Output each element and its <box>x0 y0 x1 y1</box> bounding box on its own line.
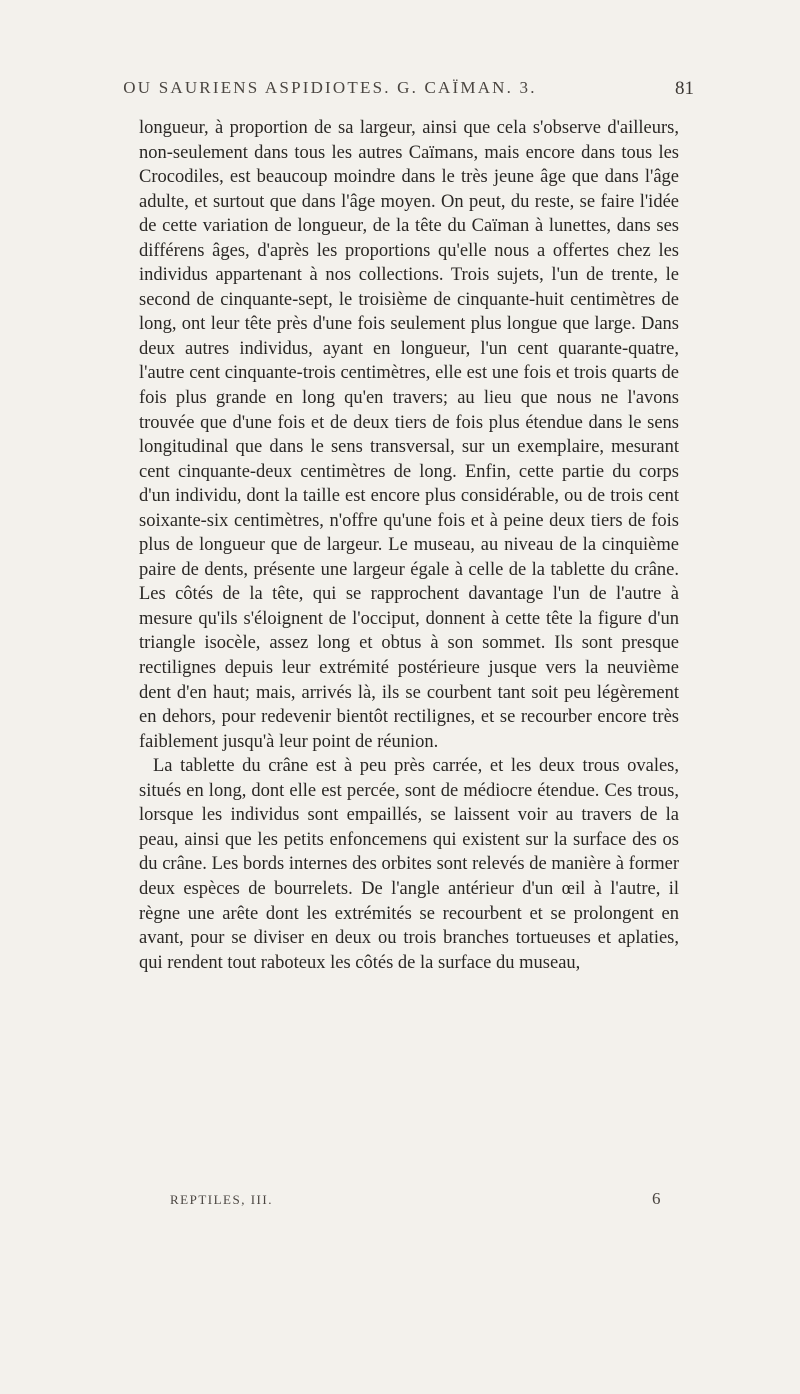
signature-line: REPTILES, III. <box>170 1192 273 1207</box>
page-number: 81 <box>675 78 694 99</box>
page-footer <box>0 1189 800 1214</box>
paragraph-2: La tablette du crâne est à peu près carrée, et les deux trous ovales, situés en long, dont elle est percée, sont de médiocre étendue. Ces trous, lorsque les individus sont empaillés, se laissent voir au travers de la peau, ainsi que les petits enfoncemens qui existent sur la surface des os du crâne. Les bords internes des orbites sont relevés de manière à former deux espèces de bourrelets. De l'angle antérieur d'un œil à l'autre, il règne une arête dont les extrémités se recourbent et se prolongent en avant, pour se diviser en deux ou trois branches tortueuses et aplaties, qui rendent tout raboteux les côtés de la surface du museau, <box>139 756 679 973</box>
signature-mark: 6 <box>652 1189 661 1208</box>
body-text <box>139 116 679 975</box>
running-title: OU SAURIENS ASPIDIOTES. G. CAÏMAN. 3. <box>123 78 537 97</box>
running-head <box>0 78 800 108</box>
paragraph-1: longueur, à proportion de sa largeur, ainsi que cela s'observe d'ailleurs, non-seulement dans tous les autres Caïmans, mais encore dans tous les Crocodiles, est beaucoup moindre dans le très jeune âge que dans l'âge adulte, et surtout que dans l'âge moyen. On peut, du reste, se faire l'idée de cette variation de longueur, de la tête du Caïman à lunettes, dans ses différens âges, d'après les proportions qu'elle nous a offertes chez les individus appartenant à nos collections. Trois sujets, l'un de trente, le second de cinquante-sept, le troisième de cinquante-huit centimètres de long, ont leur tête près d'une fois seulement plus longue que large. Dans deux autres individus, ayant en longueur, l'un cent quarante-quatre, l'autre cent cinquante-trois centimètres, elle est une fois et trois quarts de fois plus grande en long qu'en travers; au lieu que nous ne l'avons trouvée que d'une fois et de deux tiers de fois plus étendue dans le sens longitudinal que dans le sens transversal, sur un exemplaire, mesurant cent cinquante-deux centimètres de long. Enfin, cette partie du corps d'un individu, dont la taille est encore plus considérable, ou de trois cent soixante-six centimètres, n'offre qu'une fois et à peine deux tiers de fois plus de longueur que de largeur. Le museau, au niveau de la cinquième paire de dents, présente une largeur égale à celle de la tablette du crâne. Les côtés de la tête, qui se rapprochent davantage l'un de l'autre à mesure qu'ils s'éloignent de l'occiput, donnent à cette tête la figure d'un triangle isocèle, assez long et obtus à son sommet. Ils sont presque rectilignes depuis leur extrémité postérieure jusque vers la neuvième dent d'en haut; mais, arrivés là, ils se courbent tant soit peu légèrement en dehors, pour redevenir bientôt rectilignes, et se recourber encore très faiblement jusqu'à leur point de réunion. <box>139 118 679 752</box>
